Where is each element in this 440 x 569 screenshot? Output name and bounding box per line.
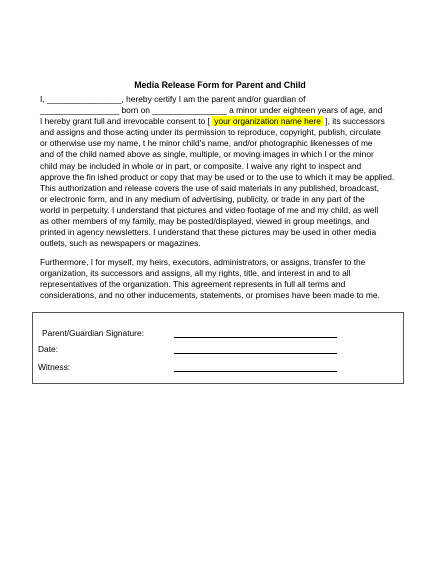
text-line: and assigns and those acting under its permission to reproduce, copyright, publish, circulate	[40, 127, 381, 138]
parent-signature-line[interactable]	[174, 337, 337, 338]
transfer-paragraph	[40, 257, 400, 301]
text-segment: ], its successors	[325, 116, 385, 127]
document-title: Media Release Form for Parent and Child	[134, 80, 306, 90]
witness-label: Witness:	[38, 362, 71, 372]
text-line: printed in agency newsletters. I understand that these pictures may be used in other media	[40, 227, 377, 238]
consent-paragraph	[40, 94, 400, 249]
text-line-with-highlight	[40, 116, 400, 127]
text-line: representatives of the organization. This agreement represents in full all terms and	[40, 279, 346, 290]
parent-signature-row	[33, 328, 405, 340]
text-segment: I hereby grant full and irrevocable consent to [	[40, 116, 210, 127]
text-line: or otherwise use my name, t he minor child's name, and/or photographic likenesses of me	[40, 138, 373, 149]
text-line: considerations, and no other inducements, statements, or promises have been made to me.	[40, 290, 380, 301]
text-line: child may be included in whole or in part, or composite. I waive any right to inspect and	[40, 160, 362, 171]
text-line: as other members of my family, may be posted/displayed, viewed in group meetings, and	[40, 216, 370, 227]
text-line: This authorization and release covers the use of said materials in any published, broadcast,	[40, 182, 379, 193]
text-line: Furthermore, I for myself, my heirs, executors, administrators, or assigns, transfer to the	[40, 257, 366, 267]
witness-signature-line[interactable]	[174, 371, 337, 372]
organization-name-placeholder[interactable]: your organization name here	[214, 116, 321, 127]
date-line[interactable]	[174, 353, 337, 354]
text-line: world in perpetuity. I understand that pictures and video footage of me and my child, as well	[40, 204, 379, 215]
witness-row	[33, 362, 405, 374]
date-label: Date:	[38, 344, 59, 354]
text-line: approve the fin ished product or copy that may be used or to the use to which it may be applied.	[40, 171, 395, 182]
text-line: outlets, such as newspapers or magazines.	[40, 238, 201, 249]
signature-box	[32, 312, 404, 384]
text-line: _________________ born on ________________ a minor under eighteen years of age, and	[40, 105, 383, 116]
parent-signature-label: Parent/Guardian Signature:	[42, 328, 144, 338]
text-line: I, ________________, hereby certify I am the parent and/or guardian of	[40, 94, 306, 104]
text-line: and of the child named above as single, multiple, or moving images in which I or the minor	[40, 149, 374, 160]
text-line: or electronic form, and in any medium of advertising, publicity, or trade in any part of the	[40, 193, 365, 204]
text-line: organization, its successors and assigns, all my rights, title, and interest in and to all	[40, 268, 351, 279]
date-row	[33, 344, 405, 356]
